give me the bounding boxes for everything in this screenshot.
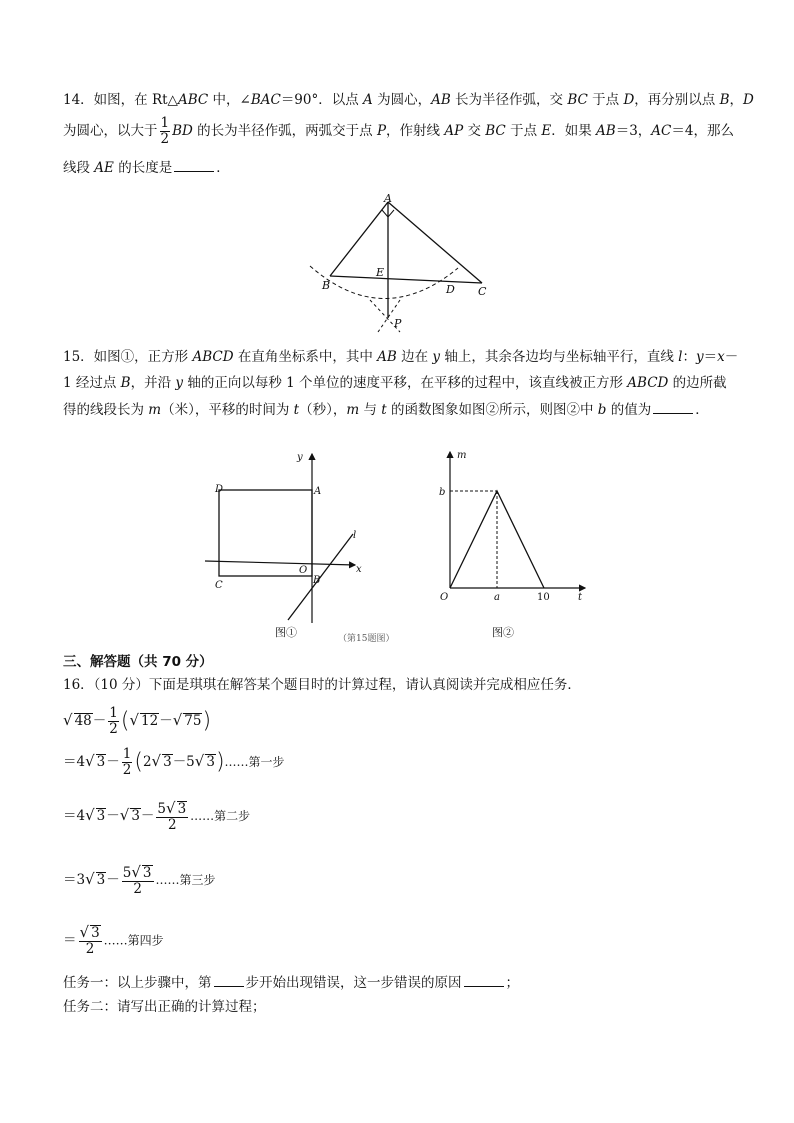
radicand: 3 — [142, 864, 152, 881]
label-a: A — [384, 192, 392, 205]
text: ABCD — [627, 375, 669, 391]
text: ＝90°．以点 — [280, 92, 364, 108]
text: 5 — [122, 864, 132, 881]
text: 5 — [157, 800, 166, 817]
text: 长为半径作弧，交 — [450, 92, 568, 108]
sqrt-sign: √ — [79, 923, 90, 941]
text: ： — [682, 349, 696, 365]
sqrt-sign: √ — [119, 806, 130, 824]
label-10: 10 — [537, 592, 550, 603]
text: ； — [505, 975, 519, 991]
side-ab — [330, 202, 388, 276]
text: ，作射线 — [386, 123, 445, 139]
sqrt-sign: √ — [151, 752, 162, 770]
label-x: x — [356, 564, 362, 575]
text: － — [106, 808, 120, 824]
radicand: 3 — [96, 754, 106, 770]
text: D — [623, 92, 635, 108]
text: ，并沿 — [130, 375, 176, 391]
radicand: 3 — [177, 800, 187, 817]
text: 交 — [463, 123, 486, 139]
label-a: A — [314, 486, 322, 497]
caption-figure-1: 图① — [275, 626, 297, 639]
sqrt-sign: √ — [166, 798, 176, 817]
text: 于点 — [505, 123, 542, 139]
q16-step-2 — [63, 800, 250, 833]
radicand: 3 — [96, 808, 106, 824]
denominator: 2 — [133, 880, 142, 897]
text: m — [346, 402, 360, 418]
text: b — [597, 402, 607, 418]
figure-caption-mid: （第15题图） — [338, 634, 395, 644]
numerator: 1 — [122, 746, 132, 762]
paren-close: ) — [202, 708, 212, 734]
side-bc — [330, 276, 482, 283]
label-b: B — [313, 575, 321, 586]
q16-step-3 — [63, 864, 216, 897]
step-label: ……第一步 — [224, 755, 285, 769]
line-l — [288, 534, 353, 620]
fraction-half — [160, 116, 171, 147]
text: 的边所截 — [668, 375, 727, 391]
text: 的函数图象如图②所示，则图②中 — [386, 402, 598, 418]
text: － — [106, 754, 120, 770]
text: BD — [172, 123, 193, 139]
text: BC — [567, 92, 588, 108]
q16-intro: 16．（10 分）下面是琪琪在解答某个题目时的计算过程，请认真阅读并完成相应任务． — [63, 677, 581, 693]
q14-line-3 — [63, 157, 230, 178]
paren-open: ( — [134, 749, 143, 775]
text: － — [106, 872, 120, 888]
paren-close: ) — [215, 749, 225, 775]
sqrt-sign: √ — [85, 806, 95, 824]
fraction — [108, 706, 119, 737]
text: t — [381, 402, 387, 418]
sqrt-sign: √ — [131, 862, 141, 881]
text: ＝4 — [63, 808, 86, 824]
fraction — [122, 747, 133, 778]
q15-figure-1 — [195, 448, 375, 643]
text: － — [140, 808, 155, 824]
text: l — [678, 349, 683, 365]
text: AB — [377, 349, 397, 365]
text: 边在 — [396, 349, 433, 365]
text: ．如果 — [551, 123, 597, 139]
answer-blank-step[interactable] — [214, 972, 244, 987]
label-l: l — [353, 530, 357, 541]
radicand: 3 — [91, 925, 100, 941]
sqrt-sign: √ — [85, 870, 95, 888]
text: 为圆心，以大于 — [63, 123, 158, 139]
text: AB — [596, 123, 616, 139]
text: 线段 — [63, 160, 95, 176]
numerator: 1 — [109, 705, 118, 721]
radicand: 3 — [131, 808, 140, 824]
text: －5 — [172, 754, 195, 770]
q16-task-2: 任务二：请写出正确的计算过程； — [63, 999, 266, 1015]
text: 14．如图，在 Rt△ — [63, 92, 178, 108]
text: ＝4 — [63, 754, 86, 770]
q14-triangle-figure — [300, 190, 500, 340]
text: ABCD — [192, 349, 234, 365]
denominator: 2 — [160, 131, 170, 147]
q14-line-1 — [63, 90, 754, 110]
radicand: 12 — [141, 713, 159, 729]
text: B — [719, 92, 730, 108]
step-label: ……第二步 — [190, 809, 251, 823]
q15-figure-2 — [430, 448, 595, 643]
text: ＝3， — [615, 123, 652, 139]
radicand: 3 — [206, 754, 215, 770]
label-y: y — [297, 452, 303, 463]
label-m: m — [457, 450, 467, 461]
side-ac — [388, 202, 482, 283]
sqrt-sign: √ — [172, 711, 183, 729]
label-a: a — [494, 592, 500, 603]
text: ，再分别以点 — [634, 92, 720, 108]
paren-open: ( — [120, 708, 130, 734]
text: － — [159, 713, 173, 729]
label-d: D — [446, 283, 455, 296]
sqrt-sign: √ — [129, 711, 139, 729]
sqrt-sign: √ — [85, 752, 95, 770]
fraction — [122, 862, 154, 897]
radicand: 3 — [96, 872, 106, 888]
text: BC — [485, 123, 506, 139]
text: AE — [94, 160, 114, 176]
text: P — [376, 123, 387, 139]
denominator: 2 — [85, 941, 95, 957]
q14-line-2 — [63, 116, 734, 147]
step-label: ……第四步 — [103, 933, 164, 948]
text: － — [92, 713, 107, 729]
label-o: O — [299, 565, 308, 576]
q15-line-1 — [63, 347, 738, 367]
radicand: 75 — [184, 713, 202, 729]
numerator — [79, 925, 102, 942]
text: D — [743, 92, 754, 108]
text: x — [717, 349, 725, 365]
label-d: D — [215, 484, 224, 495]
text: ＝ — [63, 932, 77, 949]
text: （秒）， — [299, 402, 347, 418]
text: 15．如图①，正方形 — [63, 349, 193, 365]
text: 与 — [359, 402, 382, 418]
text: 的长度是 — [113, 160, 173, 176]
denominator: 2 — [167, 816, 177, 833]
q15-line-3 — [63, 399, 709, 420]
text: 为圆心， — [372, 92, 432, 108]
label-p: P — [394, 317, 402, 330]
text: 的长为半径作弧，两弧交于点 — [192, 123, 377, 139]
caption-figure-2: 图② — [492, 626, 514, 639]
q15-line-2 — [63, 373, 727, 393]
text: y — [695, 349, 704, 365]
radicand: 3 — [163, 754, 172, 770]
text: y — [432, 349, 441, 365]
label-b: b — [439, 487, 446, 498]
text: ． — [695, 402, 709, 418]
text: AB — [431, 92, 451, 108]
text: （米），平移的时间为 — [161, 402, 294, 418]
numerator: 1 — [160, 115, 170, 131]
text: ＝4，那么 — [671, 123, 734, 139]
text: 在直角坐标系中，其中 — [233, 349, 378, 365]
text: － — [724, 349, 739, 365]
q16-step-4 — [63, 925, 164, 957]
sqrt-sign: √ — [63, 711, 73, 729]
step-label: ……第三步 — [155, 873, 216, 887]
radicand: 48 — [74, 713, 92, 729]
text: 任务一：以上步骤中，第 — [63, 975, 212, 991]
text: 于点 — [587, 92, 624, 108]
numerator — [156, 798, 188, 818]
sqrt-sign: √ — [194, 752, 205, 770]
denominator: 2 — [109, 721, 118, 737]
text: AP — [444, 123, 464, 139]
text: AC — [651, 123, 672, 139]
q16-expression — [63, 706, 211, 737]
denominator: 2 — [122, 762, 132, 778]
text: ＝3 — [63, 872, 86, 888]
text: ABC — [177, 92, 209, 108]
text: ＝ — [703, 349, 718, 365]
text: A — [363, 92, 373, 108]
answer-blank[interactable] — [653, 399, 693, 414]
text: 得的线段长为 — [63, 402, 149, 418]
label-o: O — [440, 592, 449, 603]
q16-step-1 — [63, 747, 285, 778]
answer-blank-reason[interactable] — [464, 972, 504, 987]
label-b: B — [322, 279, 331, 292]
text: y — [175, 375, 184, 391]
text: E — [541, 123, 552, 139]
fraction — [79, 925, 102, 957]
text: ． — [216, 160, 230, 176]
text: 2 — [142, 754, 152, 770]
q16-task-1 — [63, 972, 519, 993]
text: B — [120, 375, 131, 391]
text: 步开始出现错误，这一步错误的原因 — [245, 975, 462, 991]
label-e: E — [376, 266, 385, 279]
text: t — [293, 402, 300, 418]
answer-blank[interactable] — [174, 157, 214, 172]
text: 的值为 — [606, 402, 652, 418]
label-t: t — [578, 592, 583, 603]
fraction — [156, 798, 188, 833]
text: 中，∠ — [208, 92, 251, 108]
numerator — [122, 862, 154, 882]
text: 轴的正向以每秒 1 个单位的速度平移，在平移的过程中，该直线被正方形 — [183, 375, 628, 391]
text: ， — [729, 92, 744, 108]
label-c: C — [478, 285, 487, 298]
text: BAC — [250, 92, 281, 108]
label-c: C — [215, 580, 223, 591]
text: 轴上，其余各边均与坐标轴平行，直线 — [440, 349, 679, 365]
section-3-title: 三、解答题（共 70 分） — [63, 654, 213, 670]
text: 1 经过点 — [63, 375, 121, 391]
text: m — [148, 402, 162, 418]
